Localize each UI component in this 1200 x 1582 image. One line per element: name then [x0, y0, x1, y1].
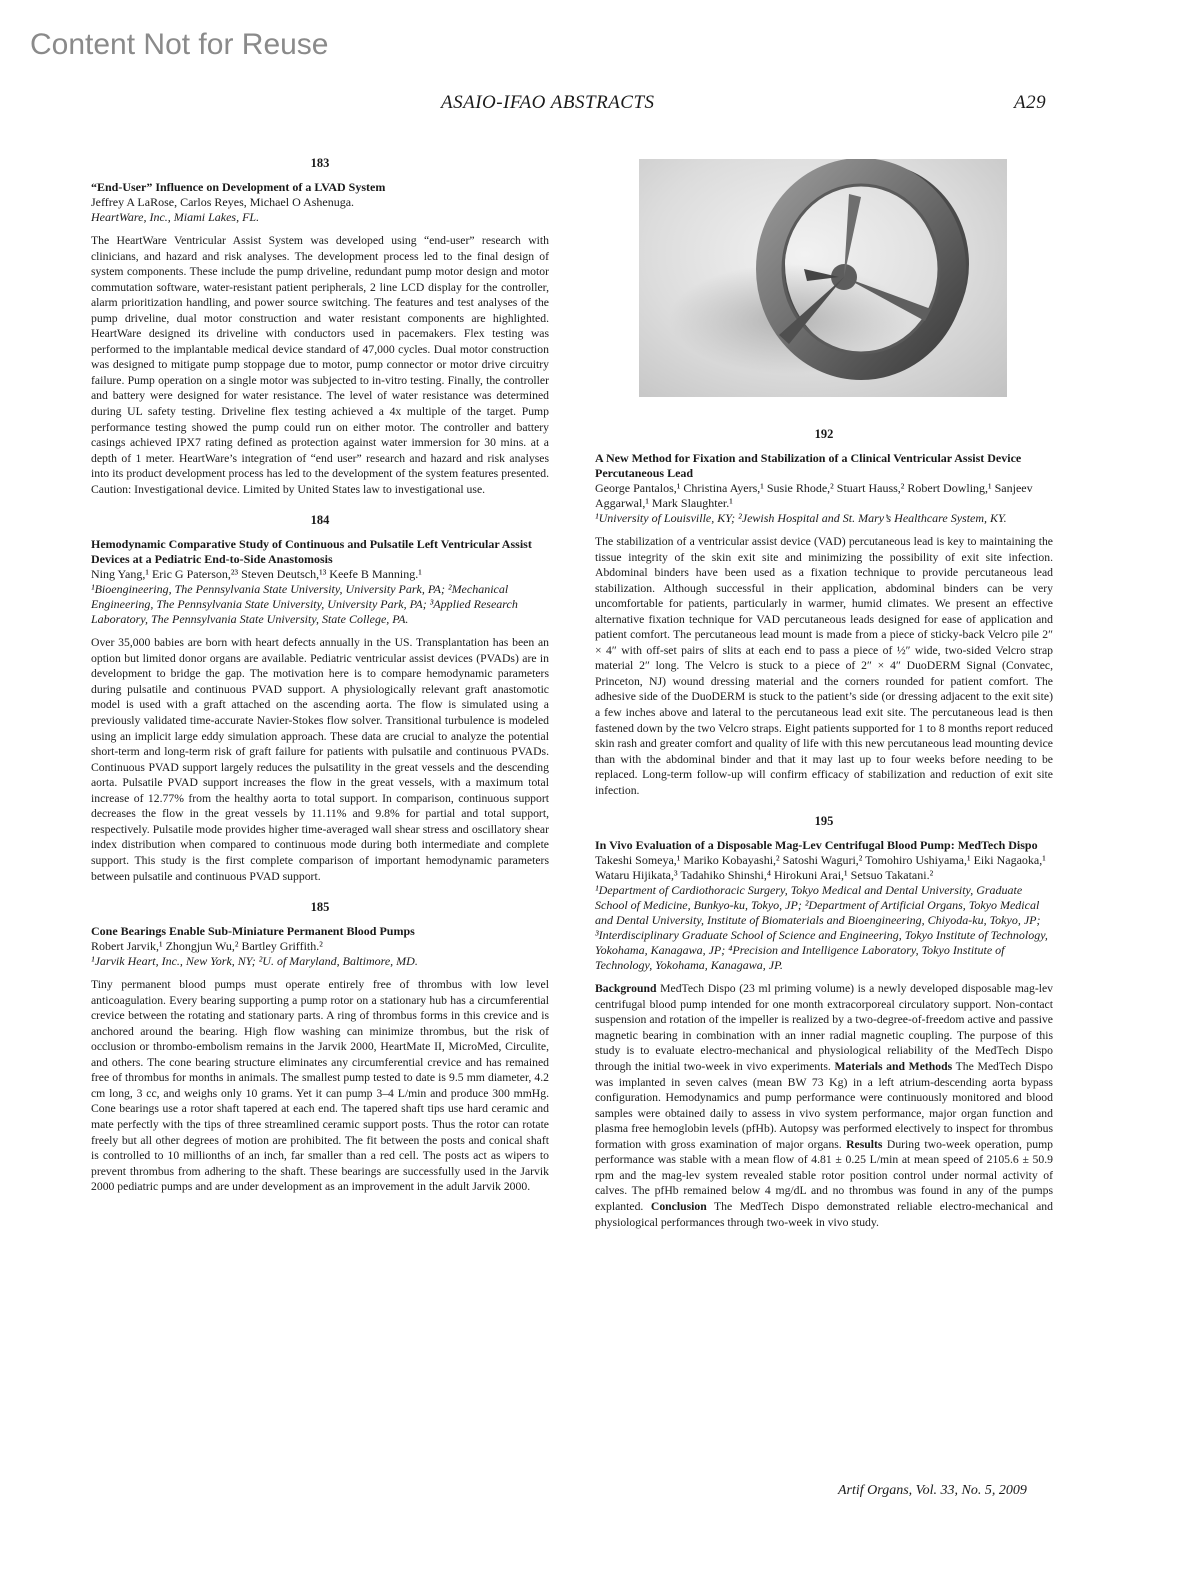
section-text-results: During two-week operation, pump performance was stable with a mean flow of 4.81 ± 0.25 L/min at mean speed of 2105.6 ± 50.9 rpm and the mag-lev system revealed stable rotor position control under normal activity of calves. The pfHb remained below 4 mg/dL and no thrombus was found in any of the pumps explanted. — [595, 1137, 1054, 1213]
abstract-body: Tiny permanent blood pumps must operate entirely free of thrombus with low level anticoagulation. Every bearing supporting a pump rotor on a stationary hub has a circumferential crevice between the rotating and stationary parts. A ring of thrombus forms in this crevice and is anchored around the bearing. High flow washing can minimize thrombus, but the risk of occlusion or thrombo-embolism remains in the Jarvik 2000, HeartMate II, MicroMed, Circulite, and others. The cone bearing structure eliminates any circumferential crevice and has remained free of thrombus for months in animals. The smallest pump tested to date is 9.5 mm diameter, 4.2 cm long, 3 cc, and weighs only 10 grams. Yet it can pump 3–4 L/min and produce 300 mmHg. Cone bearings use a rotor shaft tapered at each end. The tapered shaft tips use hard ceramic and mate perfectly with the tips of three streamlined ceramic support posts. Thus the rotor can rotate freely but all other degrees of motion are prohibited. The fit between the posts and conical shaft is controlled to 10 millionths of an inch, far smaller than a red cell. The posts act as wipers to prevent thrombus from adhering to the shaft. These bearings are successfully used in the Jarvik 2000 pediatric pumps and are under development as an improvement in the adult Jarvik 2000. — [91, 978, 549, 1194]
abstract-number: 184 — [310, 513, 330, 528]
abstract-authors: Jeffrey A LaRose, Carlos Reyes, Michael O Ashenuga. — [91, 195, 355, 209]
abstract-affiliation: ¹Bioengineering, The Pennsylvania State University, University Park, PA; ²Mechanical Engineering, The Pennsylvania State University, University Park, PA; ³Applied Research Laboratory, The Pennsylvania State University, State College, PA. — [91, 582, 518, 627]
abstract-body — [595, 981, 1053, 1230]
page-number: A29 — [1014, 92, 1047, 113]
abstract-affiliation: ¹Jarvik Heart, Inc., New York, NY; ²U. of Maryland, Baltimore, MD. — [91, 954, 418, 969]
section-heading-results: Results — [846, 1137, 883, 1151]
section-text-methods: The MedTech Dispo was implanted in seven calves (mean BW 73 Kg) in a left atrium-descending aorta bypass configuration. Hemodynamics and pump performance were continuously monitored and blood samples were obtained daily to assess in vivo system performance, major organ function and plasma free hemoglobin levels (pfHb). Autopsy was performed electively to inspect for thrombus formation with gross examination of major organs. — [595, 1060, 1053, 1151]
abstract-body: Over 35,000 babies are born with heart defects annually in the US. Transplantation has been an option but limited donor organs are available. Pediatric ventricular assist devices (PVADs) are in development to bridge the gap. The motivation here is to compare hemodynamic parameters during pulsatile and continuous PVAD support. A physiologically relevant graft anastomotic model is used with a graft attached on the ascending aorta. The flow is simulated using a previously validated time-accurate Navier-Stokes flow solver. Transitional turbulence is modeled using an implicit large eddy simulation approach. These data are crucial to analyze the potential short-term and long-term risk of graft failure for patients with pulsatile and continuous PVADs. Continuous PVAD support largely reduces the pulsatility in the great vessels and the descending aorta. Pulsatile PVAD support increases the flow in the great vessels, with a maximum total increase of 12.77% from the healthy aorta to total support. In comparison, continuous support decreases the flow in the great vessels by 11.11% and 9.8% for partial and total support, respectively. Pulsatile mode provides higher time-averaged wall shear stress and oscillatory shear index distribution when compared to continuous mode during both intermediate and complete support. This study is the first complete comparison of important hemodynamic parameters between pulsatile and continuous PVAD support. — [91, 636, 549, 883]
abstract-number: 185 — [310, 900, 330, 915]
left-column — [91, 156, 549, 1195]
abstract-authors: Takeshi Someya,¹ Mariko Kobayashi,² Satoshi Waguri,² Tomohiro Ushiyama,¹ Eiki Nagaoka,¹ Wataru Hijikata,³ Tadahiko Shinshi,⁴ Hirokuni Arai,¹ Setsuo Takatani.² — [595, 853, 1046, 883]
journal-citation-footer: Artif Organs, Vol. 33, No. 5, 2009 — [838, 1483, 1027, 1498]
section-heading-background: Background — [595, 982, 657, 996]
abstract-183 — [91, 156, 549, 497]
abstract-number: 183 — [310, 156, 330, 170]
abstract-title: In Vivo Evaluation of a Disposable Mag-Lev Centrifugal Blood Pump: MedTech Dispo — [595, 838, 1038, 853]
abstract-192 — [595, 427, 1053, 798]
section-heading-methods: Materials and Methods — [834, 1060, 953, 1074]
abstract-body: The stabilization of a ventricular assist device (VAD) percutaneous lead is key to maintaining the tissue integrity of the skin exit site and minimizing the possibility of exit site infection. Abdominal binders have been used as a fixation technique to provide percutaneous lead stabilization. Although successful in their application, abdominal binders can be very uncomfortable for patients, particularly in warmer, humid climates. We present an effective alternative fixation technique for VAD percutaneous leads designed for ease of application and patient comfort. The percutaneous lead mount is made from a piece of sticky-back Velcro pile 2″ × 4″ with off-set pairs of slits at each end to pass a piece of ½″ wide, two-sided Velcro strap material 2″ long. The Velcro is stuck to a piece of 2″ × 4″ DuoDERM Signal (Convatec, Princeton, NJ) wound dressing material and the corners rounded for patient comfort. The adhesive side of the DuoDERM is stuck to the patient’s side (or dressing adjacent to the exit site) a few inches above and lateral to the percutaneous lead exit site. The percutaneous lead is then fastened down by the two Velcro straps. Eight patients supported for 1 to 8 months report reduced skin rash and greater comfort and quality of life with this new percutaneous lead mounting device than with the abdominal binder and that it may last up to four weeks before needing to be replaced. Long-term follow-up will confirm efficacy of stabilization and reduction of exit site infection. — [595, 535, 1053, 797]
abstract-affiliation: ¹Department of Cardiothoracic Surgery, Tokyo Medical and Dental University, Graduate School of Medicine, Bunkyo-ku, Tokyo, JP; ²Department of Artificial Organs, Tokyo Medical and Dental University, Institute of Biomaterials and Bioengineering, Chiyoda-ku, Tokyo, JP; ³Interdisciplinary Graduate School of Science and Engineering, Tokyo Institute of Technology, Yokohama, Kanagawa, JP; ⁴Precision and Intelligence Laboratory, Tokyo Institute of Technology, Yokohama, Kanagawa, JP. — [595, 883, 1048, 973]
abstract-body: The HeartWare Ventricular Assist System was developed using “end-user” research with clinicians, and hazard and risk analyses. The development process led to the final design of system components. These include the pump driveline, redundant pump motor design and motor commutation software, water-resistant patient peripherals, 2 line LCD display for the controller, alarm prioritization handling, and power source switching. The features and test analyses of the pump driveline, dual motor construction and water resistant components are highlighted. HeartWare designed its driveline with conductors used in pacemakers. Flex testing was performed to the implantable medical device standard of 47,000 cycles. Dual motor construction was designed to mitigate pump stoppage due to motor, pump connector or motor drive circuitry failure. Pump operation on a single motor was subjected to in-vitro testing. Finally, the controller and battery were designed for water resistance. The level of water resistance was determined during UL safety testing. Driveline flex testing achieved a 4x multiple of the target. Pump performance testing showed the pump could run on either motor. The controller and battery casings achieved IPX7 rating defined as protection against water immersion for 30 mins. at a depth of 1 meter. HeartWare’s integration of “end user” research and hazard and risk analyses into its product development process has led to the development of the system features presented. Caution: Investigational device. Limited by United States law to investigational use. — [91, 234, 549, 496]
section-text-background: MedTech Dispo (23 ml priming volume) is a newly developed disposable mag-lev centrifugal blood pump intended for one month extracorporeal circulatory support. Non-contact suspension and rotation of the impeller is realized by a two-degree-of-freedom active and passive magnetic bearing in combination with an inner radial magnetic coupling. The purpose of this study is to evaluate electro-mechanical and physiological reliability of the MedTech Dispo through the initial two-week in vivo experiments. — [595, 982, 1053, 1074]
abstract-authors: Robert Jarvik,¹ Zhongjun Wu,² Bartley Griffith.² — [91, 939, 323, 954]
abstract-authors: Ning Yang,¹ Eric G Paterson,²³ Steven Deutsch,¹³ Keefe B Manning.¹ — [91, 567, 422, 582]
abstract-195 — [595, 814, 1053, 1230]
abstract-title: Cone Bearings Enable Sub-Miniature Permanent Blood Pumps — [91, 924, 415, 939]
abstract-affiliation: ¹University of Louisville, KY; ²Jewish Hospital and St. Mary’s Healthcare System, KY. — [595, 511, 1007, 525]
journal-title: ASAIO-IFAO ABSTRACTS — [441, 92, 655, 113]
abstract-title: “End-User” Influence on Development of a LVAD System — [91, 180, 386, 194]
section-text-conclusion: The MedTech Dispo demonstrated reliable electro-mechanical and physiological performances through two-week in vivo study. — [595, 1199, 1053, 1229]
abstract-affiliation: HeartWare, Inc., Miami Lakes, FL. — [91, 210, 260, 224]
abstract-184 — [91, 513, 549, 884]
abstract-title: Hemodynamic Comparative Study of Continuous and Pulsatile Left Ventricular Assist Devices at a Pediatric End-to-Side Anastomosis — [91, 537, 532, 567]
abstract-185 — [91, 900, 549, 1195]
abstract-title: A New Method for Fixation and Stabilization of a Clinical Ventricular Assist Device Percutaneous Lead — [595, 451, 1022, 480]
right-column — [595, 156, 1053, 1230]
abstract-authors: George Pantalos,¹ Christina Ayers,¹ Susie Rhode,² Stuart Hauss,² Robert Dowling,¹ Sanjeev Aggarwal,¹ Mark Slaughter.¹ — [595, 481, 1033, 510]
abstract-number: 195 — [814, 814, 834, 829]
pump-impeller-illustration — [639, 159, 1007, 397]
watermark: Content Not for Reuse — [30, 28, 329, 61]
pump-photo-figure — [639, 159, 1007, 397]
abstract-number: 192 — [814, 427, 834, 441]
section-heading-conclusion: Conclusion — [650, 1199, 707, 1213]
